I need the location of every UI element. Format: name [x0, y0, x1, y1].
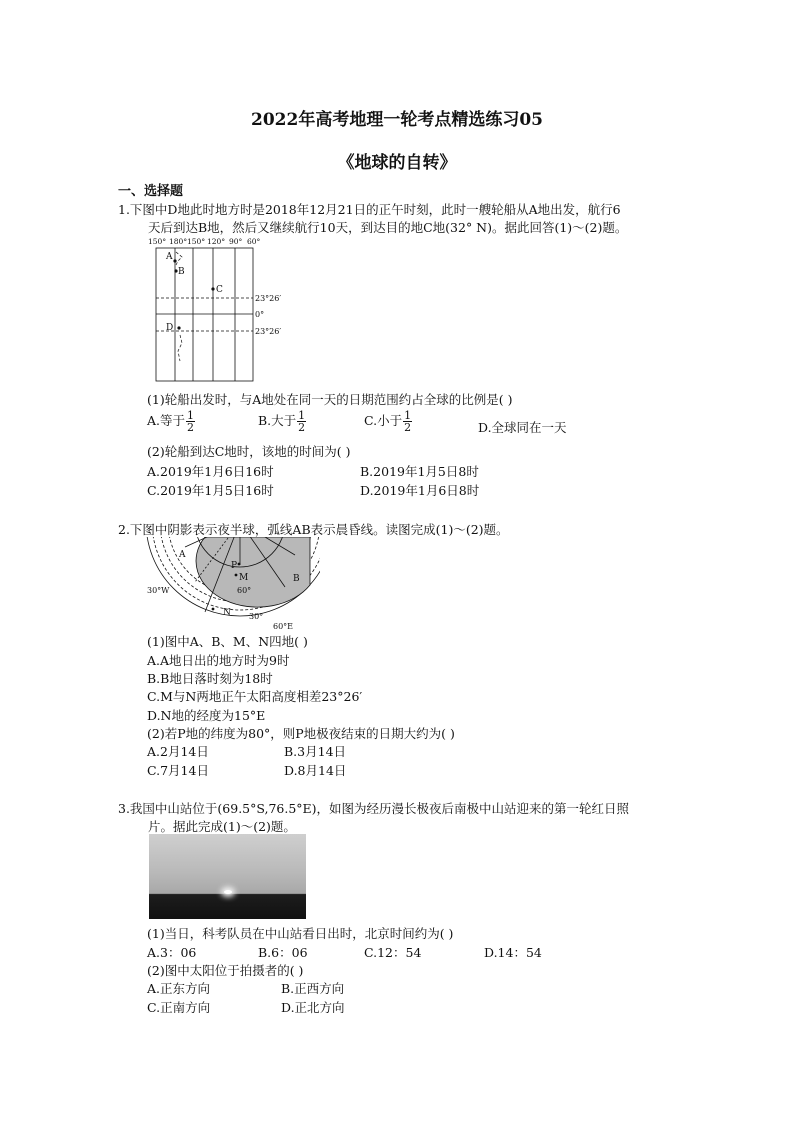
q2-stem: 2.下图中阴影表示夜半球，弧线AB表示晨昏线。读图完成(1)～(2)题。: [118, 522, 509, 537]
q2-polar-figure: [145, 537, 320, 632]
map-lat-label: 23°26′: [255, 294, 282, 303]
q2-sub1-option-a[interactable]: A.A地日出的地方时为9时: [147, 653, 290, 668]
map-lat-label: 23°26′: [255, 327, 282, 336]
q1-map-figure: [145, 235, 290, 385]
fig-deg-30: 30°: [249, 612, 264, 621]
q3-sub1-option-a[interactable]: A.3：06: [147, 945, 197, 960]
fig-60e-label: 60°E: [273, 622, 294, 631]
q2-sub1-option-b[interactable]: B.B地日落时刻为18时: [147, 671, 273, 686]
map-lon-label: 150°: [148, 237, 167, 246]
q3-sub1-option-c[interactable]: C.12：54: [364, 945, 422, 960]
map-lon-label: 120°: [207, 237, 226, 246]
page-subtitle: 《地球的自转》: [337, 153, 457, 173]
q2-sub1-option-c[interactable]: C.M与N两地正午太阳高度相差23°26′: [147, 689, 363, 704]
q1-sub1-option-d[interactable]: D.全球同在一天: [478, 420, 567, 435]
q1-sub2: (2)轮船到达C地时，该地的时间为( ): [147, 444, 351, 459]
q2-sub2-option-b[interactable]: B.3月14日: [284, 744, 347, 759]
q2-sub2-option-a[interactable]: A.2月14日: [147, 744, 209, 759]
page-title: 2022年高考地理一轮考点精选练习05: [251, 110, 543, 130]
map-lon-label: 180°: [169, 237, 188, 246]
q3-stem-line2: 片。据此完成(1)～(2)题。: [148, 819, 296, 834]
map-lon-label: 150°: [187, 237, 206, 246]
q3-stem-line1: 3.我国中山站位于(69.5°S,76.5°E)，如图为经历漫长极夜后南极中山站迎来的第一轮红日照: [118, 801, 630, 816]
map-point-a: A: [166, 252, 173, 262]
fig-point-b: B: [293, 574, 300, 584]
fig-point-a: A: [179, 550, 186, 560]
q3-sub1: (1)当日，科考队员在中山站看日出时，北京时间约为( ): [147, 926, 454, 941]
fig-30w-label: 30°W: [147, 586, 170, 595]
q1-sub2-option-a[interactable]: A.2019年1月6日16时: [147, 464, 274, 479]
q1-stem-line2: 天后到达B地，然后又继续航行10天，到达目的地C地(32° N)。据此回答(1)～(2)题。: [148, 220, 628, 235]
fig-point-m: M: [239, 573, 249, 583]
q1-sub1-option-c[interactable]: C.小于 $\frac{1}{2}$: [364, 409, 412, 434]
q2-sub1: (1)图中A、B、M、N四地( ): [147, 634, 308, 649]
q3-sub2-option-c[interactable]: C.正南方向: [147, 1000, 211, 1015]
q3-sub2-option-b[interactable]: B.正西方向: [281, 981, 345, 996]
q1-sub1-option-b[interactable]: B.大于 $\frac{1}{2}$: [258, 409, 306, 434]
q3-sub2-option-a[interactable]: A.正东方向: [147, 981, 211, 996]
q1-sub2-option-d[interactable]: D.2019年1月6日8时: [360, 483, 480, 498]
q1-sub2-option-c[interactable]: C.2019年1月5日16时: [147, 483, 274, 498]
q2-sub2: (2)若P地的纬度为80°，则P地极夜结束的日期大约为( ): [147, 726, 455, 741]
q2-sub1-option-d[interactable]: D.N地的经度为15°E: [147, 708, 266, 723]
fig-deg-60: 60°: [237, 586, 252, 595]
q2-sub2-option-d[interactable]: D.8月14日: [284, 763, 347, 778]
map-lon-label: 90°: [229, 237, 243, 246]
q3-sub1-option-d[interactable]: D.14：54: [484, 945, 542, 960]
q1-stem-line1: 1.下图中D地此时地方时是2018年12月21日的正午时刻，此时一艘轮船从A地出发，航行6: [118, 202, 621, 217]
sun-glow: [224, 890, 232, 894]
map-lat-label: 0°: [255, 310, 265, 319]
q2-sub2-option-c[interactable]: C.7月14日: [147, 763, 209, 778]
q3-sub1-option-b[interactable]: B.6：06: [258, 945, 308, 960]
fig-point-n: N: [223, 608, 231, 618]
q1-sub2-option-b[interactable]: B.2019年1月5日8时: [360, 464, 479, 479]
q1-sub1-option-a[interactable]: A.等于 $\frac{1}{2}$: [147, 409, 195, 434]
map-lon-label: 60°: [247, 237, 261, 246]
q3-sub2-option-d[interactable]: D.正北方向: [281, 1000, 345, 1015]
map-point-d: D: [166, 323, 174, 333]
q3-sub2: (2)图中太阳位于拍摄者的( ): [147, 963, 304, 978]
sunrise-photo: [149, 834, 306, 919]
map-point-b: B: [178, 267, 185, 277]
fig-point-p: P: [231, 561, 238, 571]
q1-sub1: (1)轮船出发时，与A地处在同一天的日期范围约占全球的比例是( ): [147, 392, 513, 407]
section-heading: 一、选择题: [118, 184, 184, 199]
map-point-c: C: [216, 285, 223, 295]
